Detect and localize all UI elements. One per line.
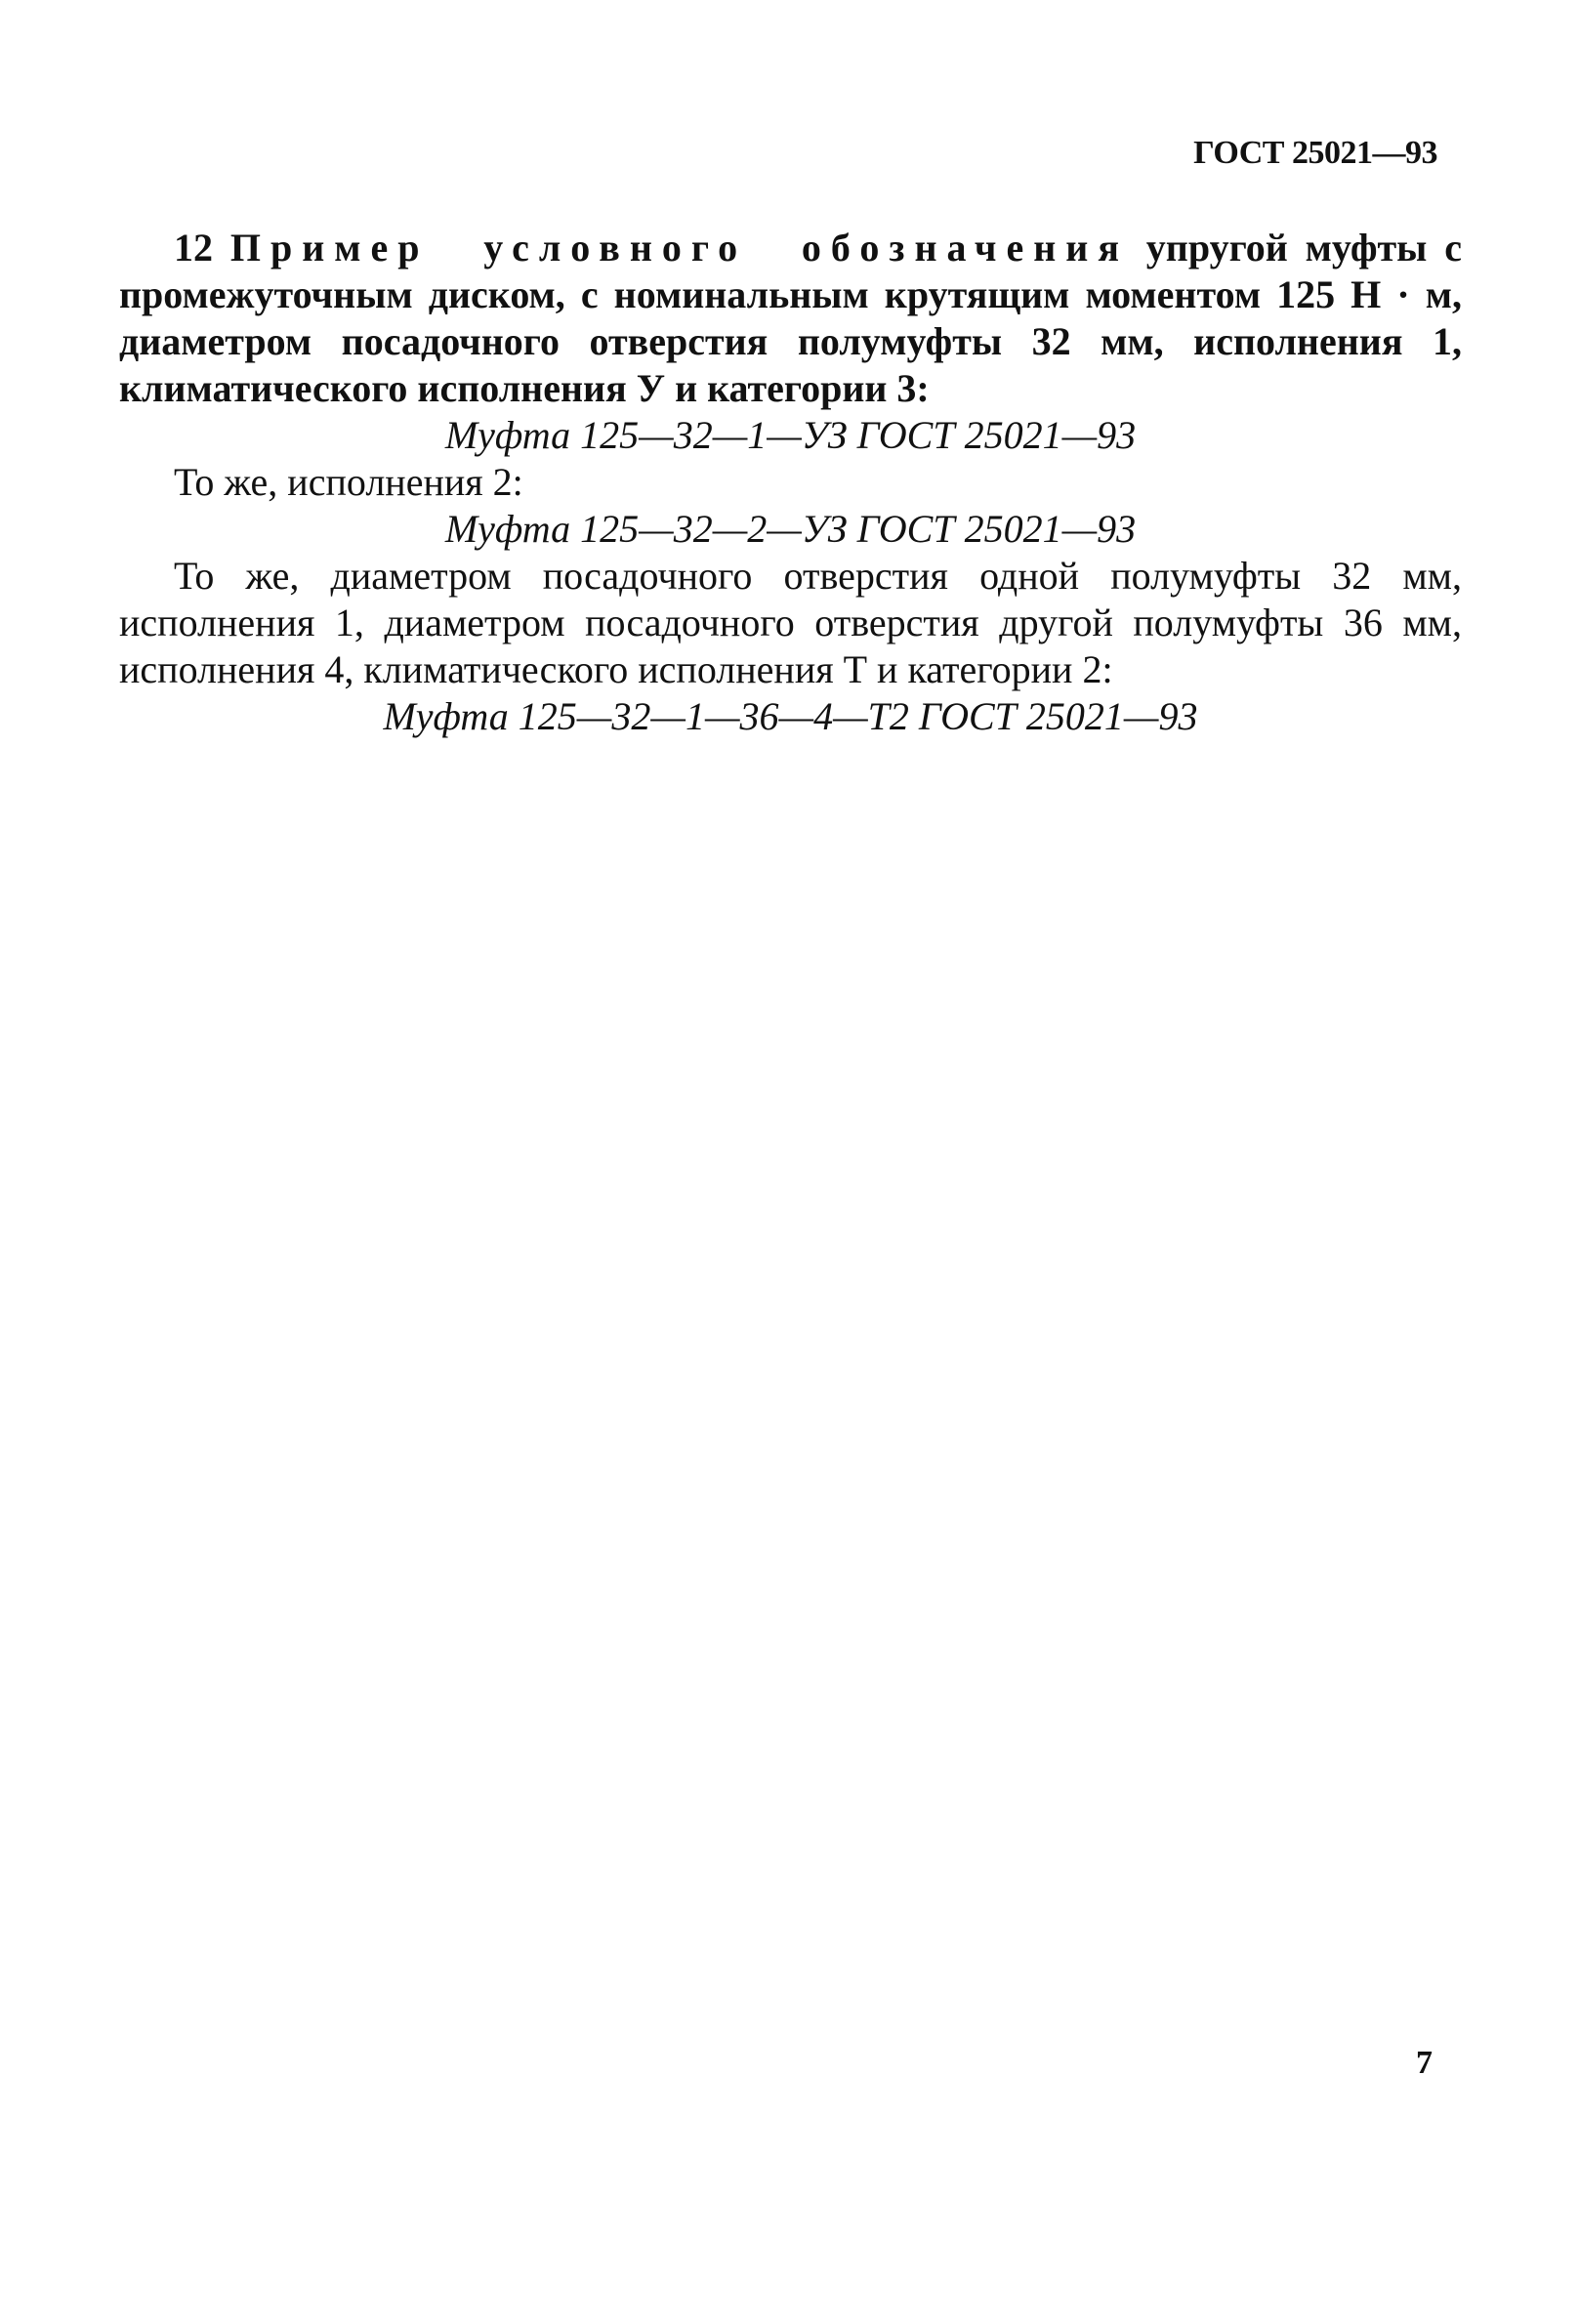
designation-example-2: Муфта 125—32—2—УЗ ГОСТ 25021—93 [444,507,1137,551]
variant-2-paragraph: То же, исполнения 2: [174,460,523,504]
document-body [119,225,1462,740]
document-code-header: ГОСТ 25021—93 [1193,135,1437,171]
item-12-text: упругой муфты с промежуточным диском, с номинальным крутящим моментом 125 Н · м, диаметром посадочного отверстия полумуфты 32 мм, исполнения 1, климатического исполнения У и категории 3: [119,226,1462,410]
item-number: 12 [174,226,213,270]
variant-3-paragraph: То же, диаметром посадочного отверстия одной полумуфты 32 мм, исполнения 1, диаметром посадочного отверстия другой полумуфты 36 мм, исполнения 4, климатического исполнения Т и категории 2: [119,554,1462,691]
page-number: 7 [1416,2045,1433,2081]
designation-example-1: Муфта 125—32—1—УЗ ГОСТ 25021—93 [444,413,1137,457]
item-12-paragraph [119,225,1462,412]
item-title-spaced: Пример условного обозначения [229,226,1129,270]
designation-example-3: Муфта 125—32—1—36—4—Т2 ГОСТ 25021—93 [383,694,1198,738]
